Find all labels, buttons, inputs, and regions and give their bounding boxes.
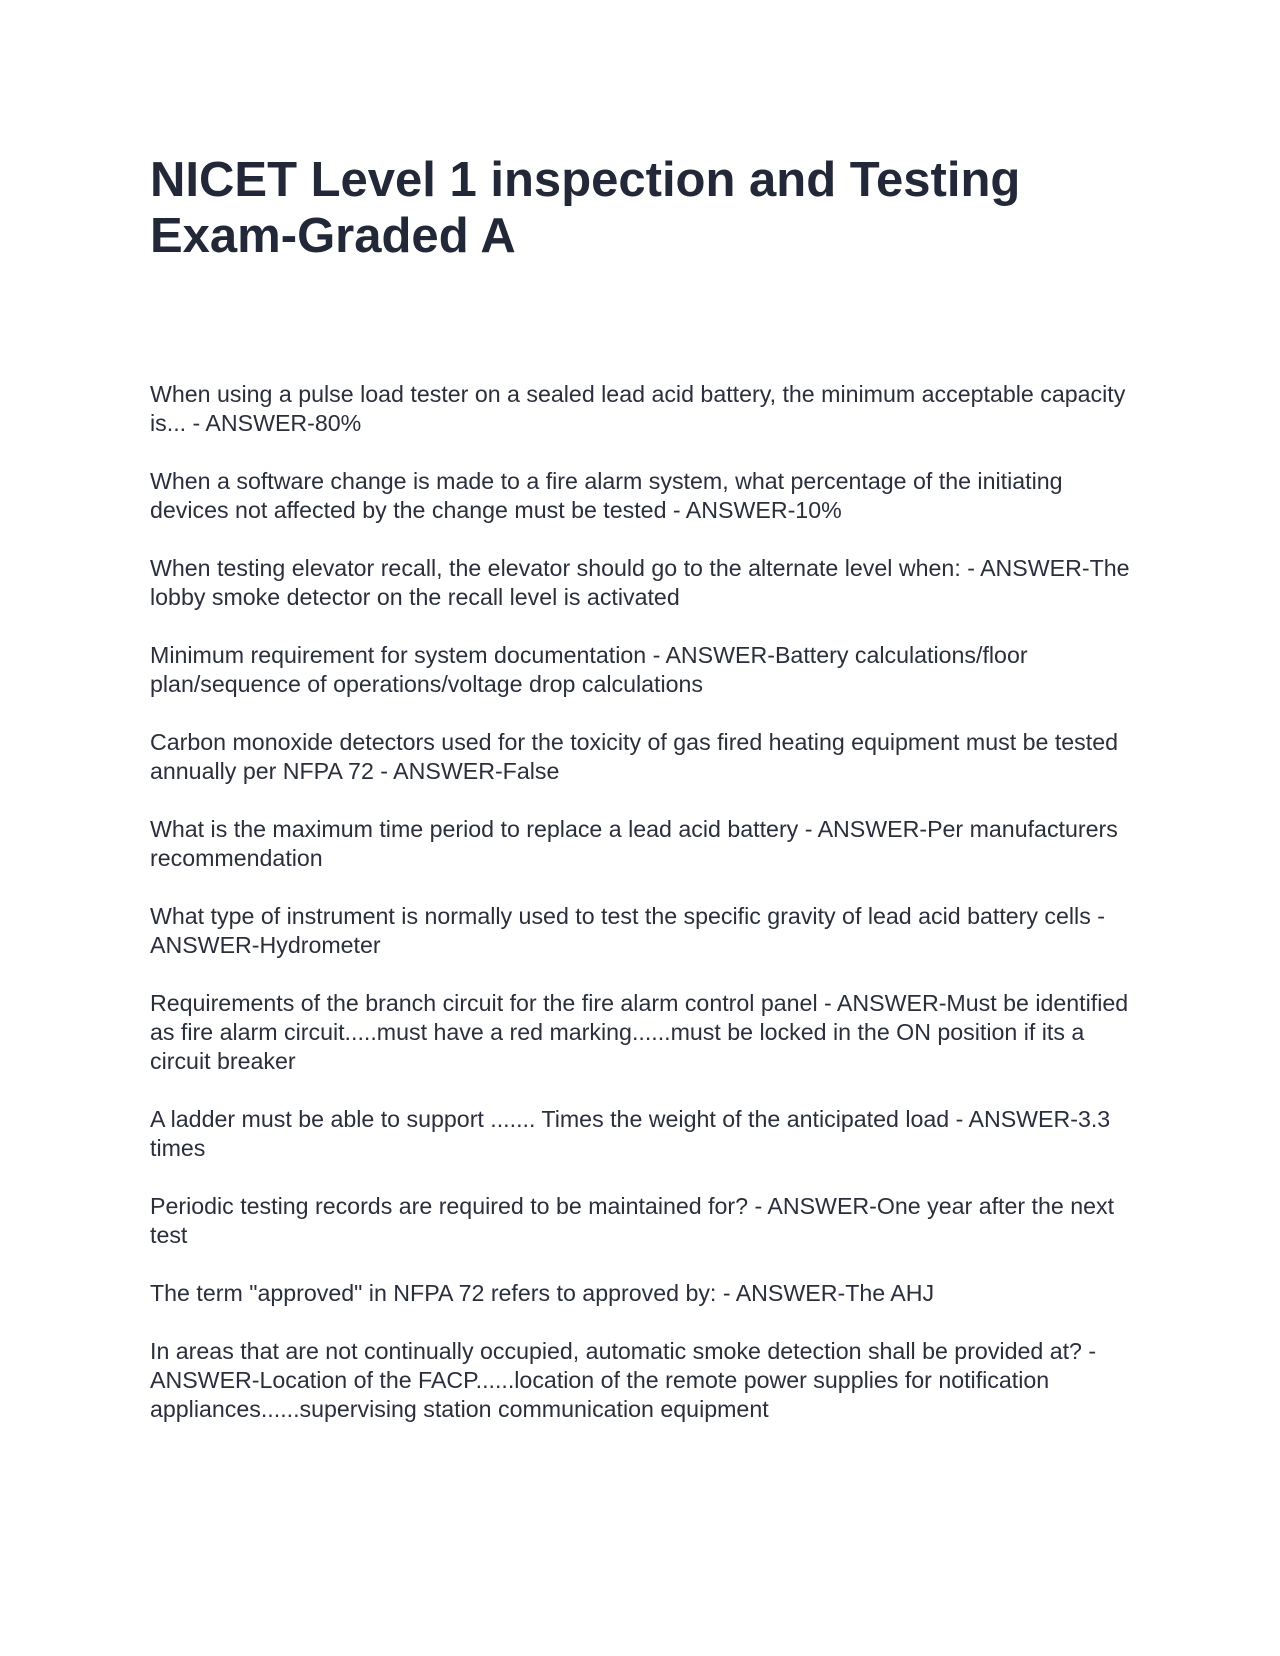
qa-item: What type of instrument is normally used to test the specific gravity of lead acid battery cells - ANSWER-Hydrometer bbox=[150, 903, 1105, 958]
qa-item: The term "approved" in NFPA 72 refers to approved by: - ANSWER-The AHJ bbox=[150, 1280, 935, 1306]
qa-item: A ladder must be able to support ....... Times the weight of the anticipated load - ANSWER-3.3 times bbox=[150, 1106, 1111, 1161]
qa-item: In areas that are not continually occupied, automatic smoke detection shall be provided at? - ANSWER-Location of the FACP......location of the remote power supplies for notification appliances......supervising station communication equipment bbox=[150, 1338, 1097, 1422]
qa-list bbox=[150, 380, 1130, 1453]
qa-item: Periodic testing records are required to be maintained for? - ANSWER-One year after the next test bbox=[150, 1193, 1115, 1248]
document-title: NICET Level 1 inspection and Testing Exam-Graded A bbox=[150, 153, 1021, 263]
qa-item: Carbon monoxide detectors used for the toxicity of gas fired heating equipment must be tested annually per NFPA 72 - ANSWER-False bbox=[150, 729, 1118, 784]
qa-item: Minimum requirement for system documentation - ANSWER-Battery calculations/floor plan/sequence of operations/voltage drop calculations bbox=[150, 642, 1028, 697]
qa-item: What is the maximum time period to replace a lead acid battery - ANSWER-Per manufacturers recommendation bbox=[150, 816, 1118, 871]
qa-item: When using a pulse load tester on a sealed lead acid battery, the minimum acceptable capacity is... - ANSWER-80% bbox=[150, 381, 1126, 436]
qa-item: When a software change is made to a fire alarm system, what percentage of the initiating devices not affected by the change must be tested - ANSWER-10% bbox=[150, 468, 1063, 523]
qa-item: When testing elevator recall, the elevator should go to the alternate level when: - ANSWER-The lobby smoke detector on the recall level is activated bbox=[150, 555, 1130, 610]
qa-item: Requirements of the branch circuit for the fire alarm control panel - ANSWER-Must be identified as fire alarm circuit.....must have a red marking......must be locked in the ON position if its a circuit breaker bbox=[150, 990, 1129, 1074]
